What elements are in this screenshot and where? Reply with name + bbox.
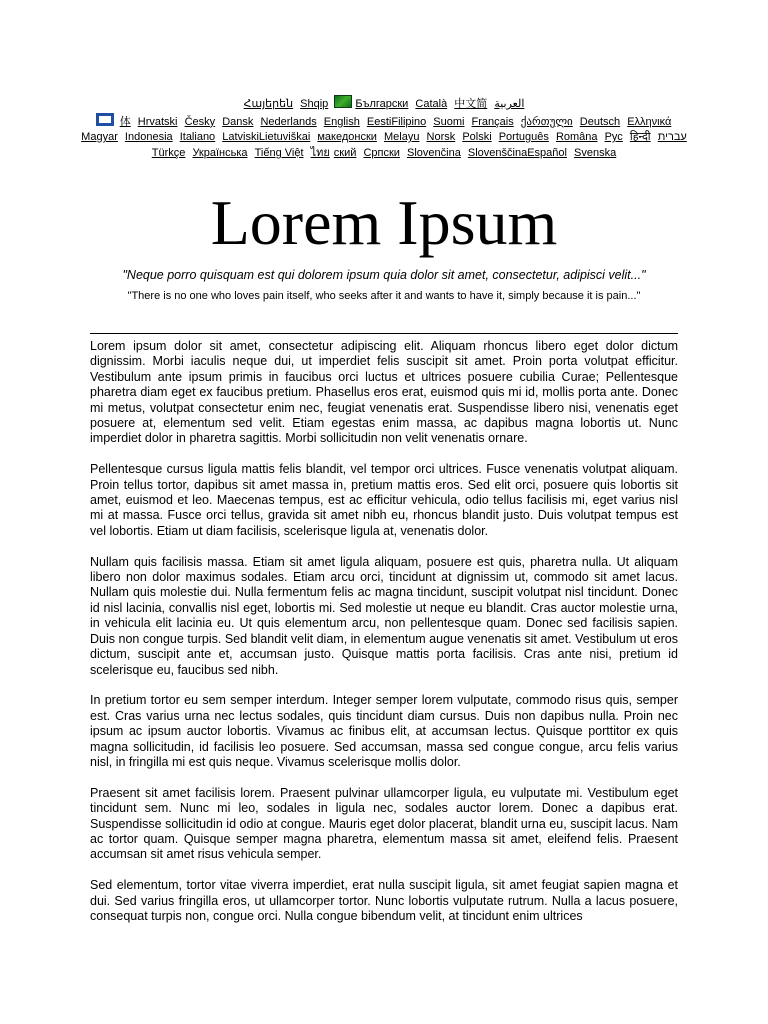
language-link-bulgarian[interactable]: Български [355, 98, 409, 110]
language-link-hungarian[interactable]: Magyar [81, 131, 118, 144]
language-link-swedish[interactable]: Svenska [574, 146, 617, 159]
language-link-portuguese[interactable]: Português [498, 131, 549, 144]
blue-flag-icon[interactable] [96, 113, 114, 126]
english-quote: "There is no one who loves pain itself, who seeks after it and wants to have it, simply because it is pain..." [127, 290, 641, 302]
paragraph-1: Lorem ipsum dolor sit amet, consectetur adipiscing elit. Aliquam rhoncus libero eget dolor dictum dignissim. Morbi iaculis neque dui, ut imperdiet felis suscipit sit amet. Proin porta volutpat efficitur. Vestibulum ante ipsum primis in faucibus orci luctus et ultrices posuere cubilia Curae; Pellentesque pharetra diam eget ex faucibus pretium. Phasellus eros erat, euismod quis mi id, mollis porta ante. Donec mi metus, volutpat consectetur enim nec, feugiat venenatis erat. Suspendisse libero nisi, venenatis eget posuere at, elementum sed velit. Etiam egestas enim massa, ac dapibus magna lobortis ut. Nunc imperdiet dolor in pharetra sagittis. Morbi sollicitudin non velit venenatis ornare. [90, 339, 678, 446]
language-link-armenian[interactable]: Հայերեն [243, 98, 294, 110]
paragraph-4: In pretium tortor eu sem semper interdum. Integer semper lorem vulputate, commodo risus quis, semper est. Cras varius urna nec lectus sodales, quis tincidunt diam cursus. Duis non dapibus nulla. Proin nec ipsum ac ipsum auctor lobortis. Vivamus ac finibus elit, at accumsan lectus. Quisque porttitor ex quis magna sollicitudin, id facilisis leo posuere. Sed accumsan, massa sed congue congue, arcu felis varius nisl, in fringilla mi est quis neque. Vivamus scelerisque mollis dolor. [90, 693, 678, 769]
language-link-arabic[interactable]: العربية [494, 98, 525, 110]
language-link-french[interactable]: Français [471, 115, 514, 128]
divider [90, 333, 678, 334]
language-row-3 [60, 130, 708, 146]
language-link-italian[interactable]: Italiano [179, 131, 216, 144]
language-link-hindi[interactable]: हिन्दी [629, 131, 651, 144]
language-link-serbian[interactable]: Српски [363, 146, 400, 159]
language-row-1 [60, 95, 708, 113]
language-link-norwegian[interactable]: Norsk [426, 131, 456, 144]
language-link-thai[interactable]: ไทย [310, 146, 330, 159]
language-link-chinese-simplified[interactable]: 中文简 [454, 98, 488, 110]
language-link-macedonian[interactable]: македонски [317, 131, 377, 144]
language-link-russian[interactable]: Рус [604, 131, 623, 144]
language-link-german[interactable]: Deutsch [579, 115, 621, 128]
language-selector [60, 95, 708, 161]
language-link-dutch[interactable]: Nederlands [260, 115, 317, 128]
language-link-slovak[interactable]: Slovenčina [407, 146, 461, 159]
language-link-romanian[interactable]: Româna [555, 131, 598, 144]
paragraph-6: Sed elementum, tortor vitae viverra imperdiet, erat nulla suscipit ligula, sit amet feugiat sapien magna et dui. Sed varius fringilla eros, ut ullamcorper tortor. Nunc lobortis vulputate rutrum. Nulla a lacus posuere, consequat turpis non, congue orci. Nulla congue bibendum velit, at tincidunt enim ultrices [90, 878, 678, 923]
green-flag-icon[interactable] [334, 95, 352, 108]
language-link-danish[interactable]: Dansk [222, 115, 254, 128]
page-title: Lorem Ipsum [210, 187, 558, 258]
latin-quote: "Neque porro quisquam est qui dolorem ipsum quia dolor sit amet, consectetur, adipisci velit..." [122, 268, 646, 282]
language-link-estonian-filipino[interactable]: EestiFilipino [366, 115, 427, 128]
paragraph-3: Nullam quis facilisis massa. Etiam sit amet ligula aliquam, posuere est quis, pharetra nulla. Ut aliquam libero non dolor maximus sodales. Etiam arcu orci, tincidunt at dignissim ut, commodo sit amet lacus. Nullam quis molestie dui. Nulla fermentum felis ac magna tincidunt, suscipit volutpat nisl tincidunt. Donec id nisl lacinia, convallis nisl eget, lobortis mi. Sed molestie ut neque eu blandit. Cras auctor molestie urna, in vehicula elit lacinia eu. Ut quis elementum arcu, non pellentesque quam. Donec sed facilisis sapien. Duis non congue turpis. Sed blandit velit diam, in elementum augue venenatis sit amet. Vestibulum ut eros dictum, suscipit ante et, accumsan justo. Quisque mattis porta facilisis. Cras ante nisi, pretium id scelerisque eu, faucibus sed nibh. [90, 554, 678, 677]
language-row-2 [60, 113, 708, 131]
language-link-albanian[interactable]: Shqip [300, 98, 329, 110]
body-text [90, 339, 678, 940]
language-link-czech[interactable]: Česky [184, 115, 216, 128]
language-link-hebrew[interactable]: עברית [657, 131, 687, 144]
language-link-slovenian-spanish[interactable]: SlovenščinaEspañol [467, 146, 567, 159]
paragraph-5: Praesent sit amet facilisis lorem. Praesent pulvinar ullamcorper ligula, eu vulputate mi. Vestibulum eget tincidunt sem. Nunc mi leo, sodales in ligula nec, sodales auctor lorem. Donec a dapibus erat. Suspendisse sollicitudin id odio at congue. Mauris eget dolor placerat, blandit urna eu, suscipit lacus. Nam ac tortor quam. Quisque semper magna pharetra, elementum massa sit amet, eleifend felis. Praesent accumsan sit amet risus vehicula semper. [90, 785, 678, 862]
paragraph-2: Pellentesque cursus ligula mattis felis blandit, vel tempor orci ultrices. Fusce venenatis volutpat aliquam. Proin tellus tortor, dapibus sit amet massa in, pretium mattis eros. Sed elit orci, posuere quis lobortis sit amet, euismod et leo. Maecenas tempus, est ac efficitur vehicula, odio tellus facilisis mi, eget varius nisl mi at massa. Fusce orci tellus, gravida sit amet nibh eu, rhoncus blandit justo. Duis volutpat tempus est vel lobortis. Etiam ut diam facilisis, scelerisque ligula at, venenatis dolor. [90, 462, 678, 538]
language-link-latvian-lithuanian[interactable]: LatviskiLietuviškai [222, 131, 311, 144]
language-link-georgian[interactable]: ქართული [520, 115, 573, 128]
language-link-finnish[interactable]: Suomi [433, 115, 465, 128]
language-link-turkish[interactable]: Türkçe [151, 146, 186, 159]
language-link-chinese-traditional[interactable]: 体 [119, 115, 131, 128]
language-link-vietnamese[interactable]: Tiếng Việt [254, 146, 304, 159]
language-link-english[interactable]: English [323, 115, 360, 128]
language-link-greek[interactable]: Ελληνικά [627, 115, 672, 128]
language-row-4 [60, 146, 708, 162]
language-link-polish[interactable]: Polski [462, 131, 492, 144]
language-link-russian-2[interactable]: ский [333, 146, 357, 159]
language-link-croatian[interactable]: Hrvatski [137, 115, 178, 128]
language-link-ukrainian[interactable]: Українська [192, 146, 248, 159]
language-link-indonesian[interactable]: Indonesia [124, 131, 173, 144]
language-link-malay[interactable]: Melayu [383, 131, 420, 144]
language-link-catalan[interactable]: Català [415, 98, 448, 110]
